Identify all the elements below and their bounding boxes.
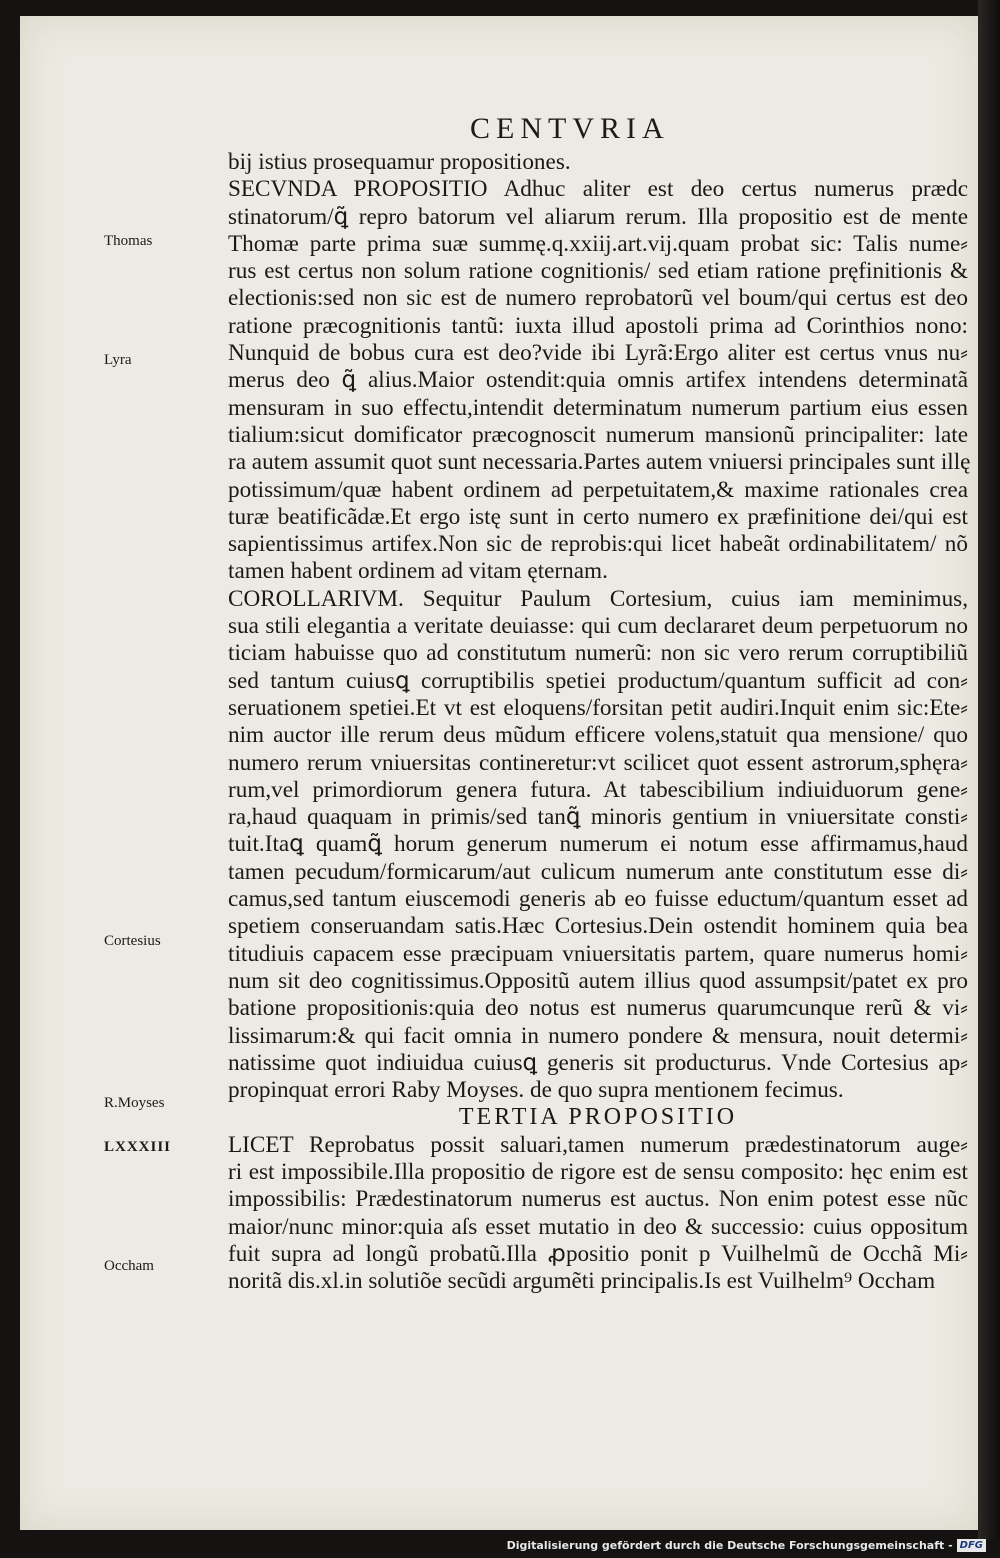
- margin-note-lyra: Lyra: [104, 352, 132, 368]
- text-line: sapientissimus artifex.Non sic de reprobis:qui licet habeãt ordinabilitatem/ nõ: [228, 531, 968, 558]
- text-line: merus deo ꝗ̃ alius.Maior ostendit:quia omnis artifex intendens determinatã: [228, 367, 968, 394]
- running-head: CENTVRIA: [470, 112, 670, 145]
- text-line: stinatorum/ꝗ̃ repro batorum vel aliarum rerum. Illa propositio est de mente: [228, 203, 968, 230]
- text-line: tamen habent ordinem ad vitam ęternam.: [228, 558, 608, 585]
- text-line: tamen pecudum/formicarum/aut culicum numerum ante constitutum esse di⸗: [228, 858, 968, 885]
- text-line: rus est certus non solum ratione cognitionis/ sed etiam ratione pręfinitionis &: [228, 258, 968, 285]
- dfg-logo-icon: DFG: [957, 1539, 986, 1552]
- text-line: potissimum/quæ habent ordinem ad perpetuitatem,& maxime rationales crea: [228, 476, 968, 503]
- text-line: lissimarum:& qui facit omnia in numero pondere & mensura, nouit determi⸗: [228, 1022, 968, 1049]
- text-line: ticiam habuisse quo ad constitutum numerũ: non sic vero rerum corruptibiliũ: [228, 640, 968, 667]
- text-line: batione propositionis:quia deo notus est numerus quarumcunque rerũ & vi⸗: [228, 995, 968, 1022]
- text-line: ra,haud quaquam in primis/sed tanꝗ̃ minoris gentium in vniuersitate consti⸗: [228, 804, 968, 831]
- text-line: LICET Reprobatus possit saluari,tamen numerum prædestinatorum auge⸗: [228, 1131, 968, 1158]
- text-line: propinquat errori Raby Moyses. de quo supra mentionem fecimus.: [228, 1077, 844, 1104]
- text-line: numero rerum vniuersitas contineretur:vt scilicet quot essent astrorum,sphęra⸗: [228, 749, 968, 776]
- text-line: tialium:sicut domificator præcognoscit numerum mansionũ principaliter: late: [228, 421, 968, 448]
- text-line: camus,sed tantum eiuscemodi generis ab eo fuisse eductum/quantum esset ad: [228, 886, 968, 913]
- text-line: spetiem conseruandam satis.Hæc Cortesius.Dein ostendit hominem quia bea: [228, 913, 968, 940]
- text-line: COROLLARIVM. Sequitur Paulum Cortesium, cuius iam meminimus,: [228, 585, 968, 612]
- text-line: electionis:sed non sic est de numero reprobatorũ vel boum/qui certus est deo: [228, 285, 968, 312]
- margin-note-cortesius: Cortesius: [104, 933, 161, 949]
- credit-text: Digitalisierung gefördert durch die Deutsche Forschungsgemeinschaft -: [506, 1539, 953, 1552]
- text-line: tuit.Itaꝗ quamꝗ̃ horum generum numerum ei notum esse affirmamus,haud: [228, 831, 968, 858]
- text-line: impossibilis: Prædestinatorum numerus est auctus. Non enim potest esse nũc: [228, 1186, 968, 1213]
- text-line: fuit supra ad longũ probatũ.Illa ꝓpositio ponit p Vuilhelmũ de Occhã Mi⸗: [228, 1240, 968, 1267]
- main-text-block: [228, 149, 971, 1295]
- page-edge: [978, 0, 1000, 1540]
- folio-number: LXXXIII: [104, 1139, 172, 1155]
- text-line: ri est impossibile.Illa propositio de rigore est de sensu composito: hęc enim est: [228, 1158, 968, 1185]
- text-line: mensuram in suo effectu,intendit determinatum numerum partium eius essen: [228, 394, 968, 421]
- text-line: bij istius prosequamur propositiones.: [228, 149, 571, 175]
- text-line: sua stili elegantia a veritate deuiasse: qui cum declararet deum perpetuorum no: [228, 613, 968, 640]
- digitization-credit: [507, 1539, 986, 1552]
- text-line: ratione præcognitionis tantũ: iuxta illud apostoli prima ad Corinthios nono:: [228, 312, 968, 339]
- text-line: SECVNDA PROPOSITIO Adhuc aliter est deo certus numerus prædc: [228, 176, 968, 203]
- section-heading: TERTIA PROPOSITIO: [458, 1104, 738, 1131]
- margin-note-thomas: Thomas: [104, 233, 153, 249]
- text-line: nim auctor ille rerum deus mũdum efficere volens,statuit qua mensione/ quo: [228, 722, 968, 749]
- text-line: natissime quot indiuidua cuiusꝗ generis sit producturus. Vnde Cortesius ap⸗: [228, 1049, 968, 1076]
- text-line: turæ beatificãdæ.Et ergo istę sunt in certo numero ex præfinitione dei/qui est: [228, 503, 968, 530]
- text-line: Nunquid de bobus cura est deo?vide ibi Lyrã:Ergo aliter est certus vnus nu⸗: [228, 340, 968, 367]
- text-line: noritã dis.xl.in solutiõe secũdi argumẽti principalis.Is est Vuilhelm⁹ Occham: [228, 1268, 936, 1295]
- text-line: num sit deo cognitissimus.Oppositũ autem illius quod assumpsit/patet ex pro: [228, 967, 968, 994]
- text-line: sed tantum cuiusꝗ corruptibilis spetiei productum/quantum sufficit ad con⸗: [228, 667, 968, 694]
- text-line: Thomæ parte prima suæ summę.q.xxiij.art.vij.quam probat sic: Talis nume⸗: [228, 230, 968, 257]
- text-line: ra autem assumit quot sunt necessaria.Partes autem vniuersi principales sunt illę: [228, 449, 971, 476]
- text-line: titudiuis capacem esse præcipuam vniuersitatis partem, quare numerus homi⸗: [228, 940, 968, 967]
- text-line: seruationem spetiei.Et vt est eloquens/forsitan petit audiri.Inquit enim sic:Ete⸗: [228, 694, 968, 721]
- margin-note-occham: Occham: [104, 1258, 154, 1274]
- margin-note-moyses: R.Moyses: [104, 1095, 165, 1111]
- text-line: rum,vel primordiorum genera futura. At tabescibilium indiuiduorum gene⸗: [228, 776, 968, 803]
- text-line: maior/nunc minor:quia aſs esset mutatio in deo & successio: cuius oppositum: [228, 1213, 968, 1240]
